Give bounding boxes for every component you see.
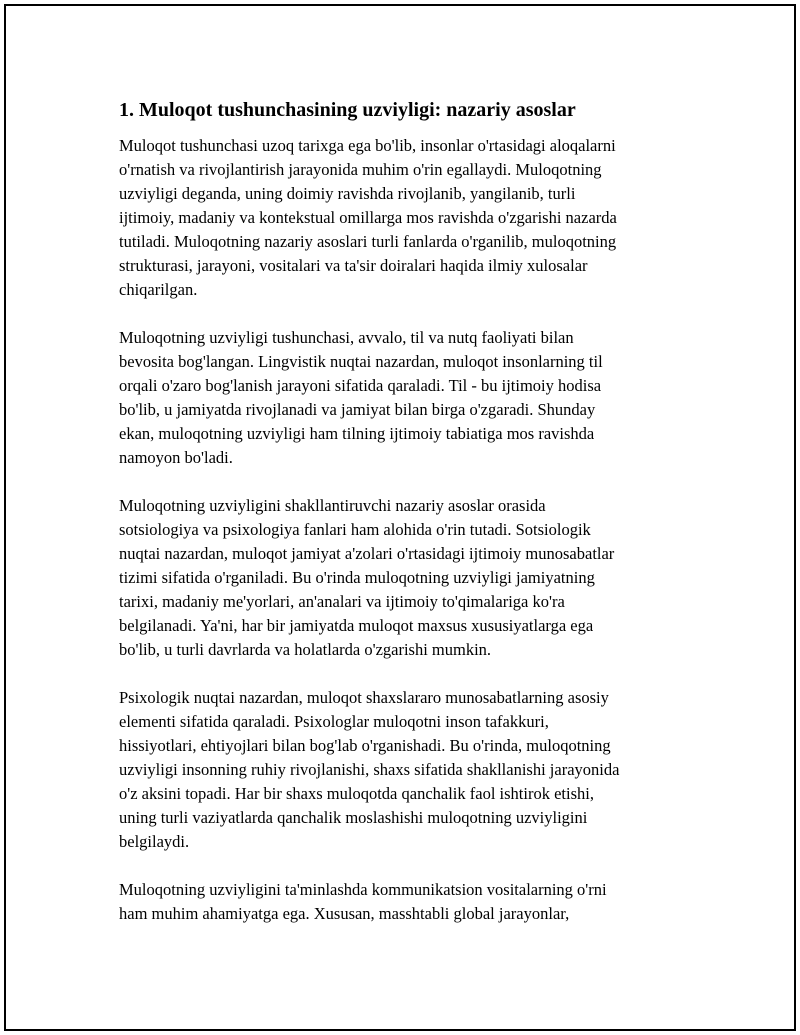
text-line: ekan, muloqotning uzviyligi ham tilning ijtimoiy tabiatiga mos ravishda [119,424,595,443]
text-line: Muloqotning uzviyligini shakllantiruvchi nazariy asoslar orasida [119,496,546,515]
text-line: o'z aksini topadi. Har bir shaxs muloqotda qanchalik faol ishtirok etishi, [119,784,594,803]
text-line: o'rnatish va rivojlantirish jarayonida muhim o'rin egallaydi. Muloqotning [119,160,602,179]
text-line: hissiyotlari, ehtiyojlari bilan bog'lab o'rganishadi. Bu o'rinda, muloqotning [119,736,611,755]
paragraph-2 [119,326,684,470]
text-line: chiqarilgan. [119,280,198,299]
paragraph-4 [119,686,684,854]
paragraph-1 [119,134,684,302]
text-line: elementi sifatida qaraladi. Psixologlar muloqotni inson tafakkuri, [119,712,549,731]
text-line: tutiladi. Muloqotning nazariy asoslari turli fanlarda o'rganilib, muloqotning [119,232,617,251]
document-body [119,96,684,950]
text-line: strukturasi, jarayoni, vositalari va ta'sir doiralari haqida ilmiy xulosalar [119,256,588,275]
paragraph-3 [119,494,684,662]
text-line: belgilanadi. Ya'ni, har bir jamiyatda muloqot maxsus xususiyatlarga ega [119,616,594,635]
text-line: nuqtai nazardan, muloqot jamiyat a'zolari o'rtasidagi ijtimoiy munosabatlar [119,544,615,563]
text-line: ham muhim ahamiyatga ega. Xususan, masshtabli global jarayonlar, [119,904,570,923]
text-line: uning turli vaziyatlarda qanchalik moslashishi muloqotning uzviyligini [119,808,588,827]
text-line: Muloqot tushunchasi uzoq tarixga ega bo'lib, insonlar o'rtasidagi aloqalarni [119,136,616,155]
text-line: tarixi, madaniy me'yorlari, an'analari va ijtimoiy to'qimalariga ko'ra [119,592,565,611]
section-heading: 1. Muloqot tushunchasining uzviyligi: nazariy asoslar [119,99,576,121]
text-line: Psixologik nuqtai nazardan, muloqot shaxslararo munosabatlarning asosiy [119,688,609,707]
text-line: uzviyligi deganda, uning doimiy ravishda rivojlanib, yangilanib, turli [119,184,576,203]
text-line: Muloqotning uzviyligini ta'minlashda kommunikatsion vositalarning o'rni [119,880,607,899]
text-line: sotsiologiya va psixologiya fanlari ham alohida o'rin tutadi. Sotsiologik [119,520,591,539]
text-line: tizimi sifatida o'rganiladi. Bu o'rinda muloqotning uzviyligi jamiyatning [119,568,595,587]
text-line: ijtimoiy, madaniy va kontekstual omillarga mos ravishda o'zgarishi nazarda [119,208,617,227]
text-line: belgilaydi. [119,832,190,851]
paragraph-5 [119,878,684,926]
text-line: bo'lib, u jamiyatda rivojlanadi va jamiyat bilan birga o'zgaradi. Shunday [119,400,596,419]
page-frame [4,4,796,1031]
text-line: Muloqotning uzviyligi tushunchasi, avvalo, til va nutq faoliyati bilan [119,328,574,347]
text-line: uzviyligi insonning ruhiy rivojlanishi, shaxs sifatida shakllanishi jarayonida [119,760,620,779]
text-line: bevosita bog'langan. Lingvistik nuqtai nazardan, muloqot insonlarning til [119,352,603,371]
text-line: namoyon bo'ladi. [119,448,233,467]
text-line: orqali o'zaro bog'lanish jarayoni sifatida qaraladi. Til - bu ijtimoiy hodisa [119,376,602,395]
text-line: bo'lib, u turli davrlarda va holatlarda o'zgarishi mumkin. [119,640,492,659]
